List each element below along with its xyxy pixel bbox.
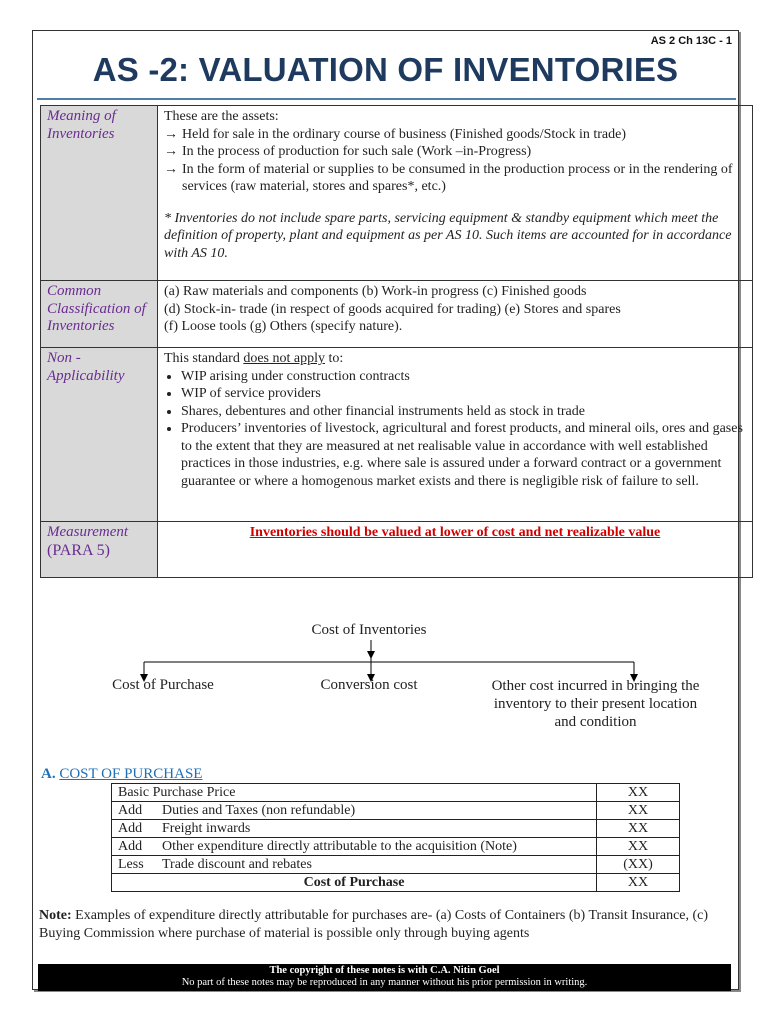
text-line: (d) Stock-in- trade (in respect of goods acquired for trading) (e) Stores and spares — [164, 301, 621, 317]
permission-line: No part of these notes may be reproduced in any manner without his prior permission in writing. — [181, 977, 588, 988]
copyright-footer — [38, 964, 731, 991]
arrow-icon: → — [164, 126, 178, 142]
row-measurement — [41, 522, 753, 578]
list-item: → In the form of material or supplies to be consumed in the production process or in the rendering of services (raw material, stores and spares*, etc.) — [164, 161, 733, 194]
diagram-root: Cost of Inventories — [311, 622, 427, 638]
section-heading: A. COST OF PURCHASE — [41, 766, 203, 782]
row-non-applicability — [41, 348, 753, 522]
list-item: • WIP arising under construction contracts — [181, 368, 746, 386]
row-label: Non - Applicability — [41, 348, 158, 522]
row-classification — [41, 281, 753, 348]
exclusion-note: * Inventories do not include spare parts, servicing equipment & standby equipment which meet the definition of property, plant and equipment as per AS 10. Such items are accounted for in accordance with AS 10. — [164, 210, 732, 261]
diagram-child: Cost of Purchase — [112, 677, 214, 693]
summary-table — [40, 105, 753, 578]
list-item: • WIP of service providers — [181, 385, 746, 403]
text-line: (a) Raw materials and components (b) Work-in progress (c) Finished goods — [164, 284, 587, 299]
cost-diagram — [33, 616, 738, 736]
table-row: Add Other expenditure directly attributable to the acquisition (Note) XX — [112, 838, 680, 856]
cost-of-purchase-table — [111, 783, 680, 892]
list-item: • Producers’ inventories of livestock, agricultural and forest products, and mineral oils, ores and gases to the extent that they are measured at net realisable value in accordance with well established practices in those industries, e.g. where sale is assured under a forward contract or a government guarantee or where a homogenous market exists and there is negligible risk of failure to sell. — [181, 420, 746, 490]
page — [32, 30, 743, 990]
row-label: Measurement — [47, 524, 129, 540]
text-line: (f) Loose tools (g) Others (specify nature). — [164, 319, 403, 334]
arrow-down-icon — [367, 651, 375, 659]
note: Note: Examples of expenditure directly attributable for purchases are- (a) Costs of Containers (b) Transit Insurance, (c) Buying Commission where purchase of material is possible only through buying agents — [39, 908, 709, 941]
table-row: Add Freight inwards XX — [112, 820, 680, 838]
total-row: Cost of Purchase XX — [112, 874, 680, 892]
diagram-child: Conversion cost — [320, 677, 418, 693]
arrow-icon: → — [164, 161, 178, 177]
list-item: • Shares, debentures and other financial instruments held as stock in trade — [181, 403, 746, 421]
table-row: Add Duties and Taxes (non refundable) XX — [112, 802, 680, 820]
measurement-rule: Inventories should be valued at lower of cost and net realizable value — [158, 522, 753, 578]
row-label: Meaning of Inventories — [41, 106, 158, 281]
diagram-child: Other cost incurred in bringing the inventory to their present location and condition — [491, 678, 700, 730]
row-meaning — [41, 106, 753, 281]
list-item: → In the process of production for such sale (Work –in-Progress) — [164, 144, 532, 159]
page-reference: AS 2 Ch 13C - 1 — [650, 35, 732, 47]
intro-text: These are the assets: — [164, 109, 279, 124]
para-ref: (PARA 5) — [47, 541, 110, 559]
page-title: AS -2: VALUATION OF INVENTORIES — [92, 51, 679, 88]
intro-text: This standard does not apply to: — [164, 351, 344, 366]
arrow-icon: → — [164, 144, 178, 159]
copyright-line: The copyright of these notes is with C.A. Nitin Goel — [269, 965, 500, 976]
table-row: Basic Purchase Price XX — [112, 784, 680, 802]
title-divider — [37, 98, 736, 100]
list-item: → Held for sale in the ordinary course of business (Finished goods/Stock in trade) — [164, 126, 627, 142]
row-label: Common Classification of Inventories — [41, 281, 158, 348]
table-row: Less Trade discount and rebates (XX) — [112, 856, 680, 874]
